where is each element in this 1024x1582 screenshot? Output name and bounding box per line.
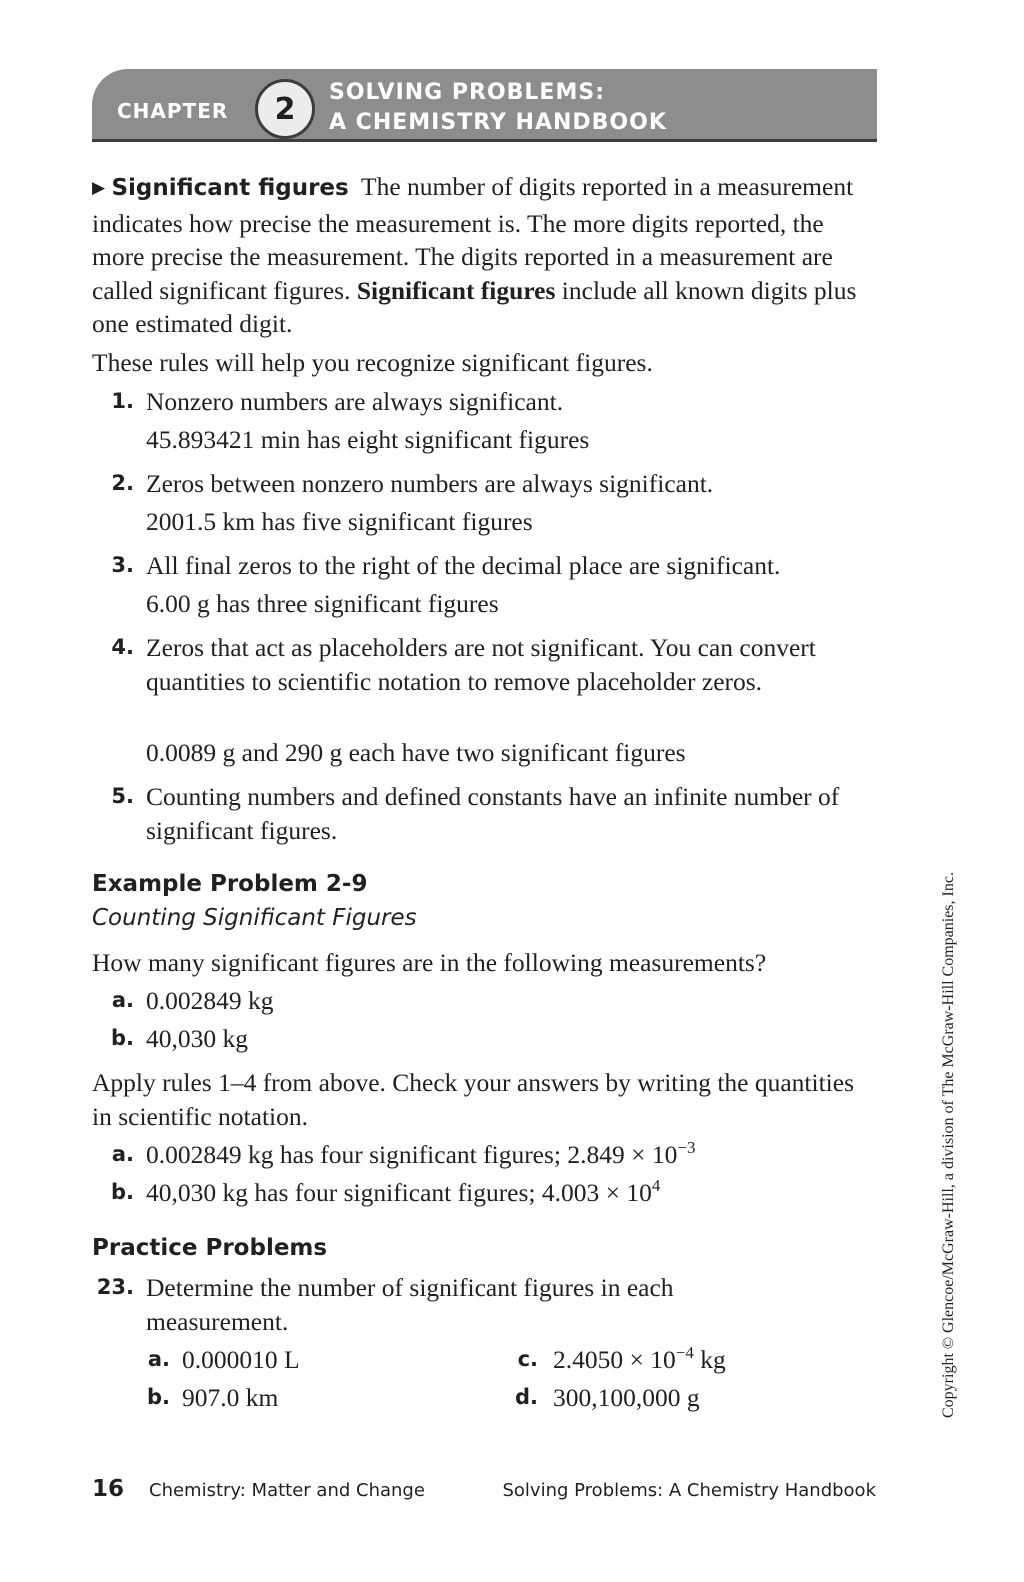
- chapter-title-line1: SOLVING PROBLEMS:: [329, 80, 605, 105]
- example-item: 0.002849 kg: [146, 986, 274, 1015]
- rule-text: All final zeros to the right of the decimal place are significant.: [146, 551, 781, 580]
- chapter-title-line2: A CHEMISTRY HANDBOOK: [329, 110, 667, 135]
- example-heading: Example Problem 2-9: [92, 871, 368, 897]
- rule-text: Nonzero numbers are always significant.: [146, 387, 564, 416]
- rule-example: 0.0089 g and 290 g each have two significant figures: [146, 738, 686, 767]
- rule-number: 3.: [111, 553, 134, 577]
- practice-prompt: Determine the number of significant figures in each measurement.: [146, 1273, 674, 1336]
- example-instruction: Apply rules 1–4 from above. Check your answers by writing the quantities in scientific notation.: [92, 1068, 855, 1131]
- rule-example: 45.893421 min has eight significant figures: [146, 425, 590, 454]
- rule-number: 4.: [111, 635, 134, 659]
- intro-text-1: The number of digits reported in a measurement indicates how precise the measurement is. The more digits reported, the more precise the measurement. The digits reported in a measurement are called significant figures.: [92, 172, 854, 305]
- footer-book-title: Chemistry: Matter and Change: [149, 1480, 425, 1501]
- rule-example: 6.00 g has three significant figures: [146, 589, 499, 618]
- chapter-label: CHAPTER: [117, 99, 229, 123]
- practice-item-main: 2.4050 × 10: [553, 1345, 676, 1374]
- rule-text: Counting numbers and defined constants have an infinite number of significant figures.: [146, 782, 840, 845]
- copyright-notice: Copyright © Glencoe/McGraw-Hill, a division of The McGraw-Hill Companies, Inc.: [940, 872, 957, 1418]
- practice-item: 300,100,000 g: [553, 1383, 700, 1412]
- example-question: How many significant figures are in the following measurements?: [92, 948, 767, 977]
- intro-term: Significant figures: [111, 175, 349, 201]
- rule-number: 1.: [111, 389, 134, 413]
- example-item-label: a.: [111, 988, 134, 1012]
- practice-item: 907.0 km: [182, 1383, 279, 1412]
- chapter-number-badge: [255, 79, 315, 139]
- practice-item: 0.000010 L: [182, 1345, 300, 1374]
- answer-text-main: 40,030 kg has four significant figures; 4.003 × 10: [146, 1178, 652, 1207]
- example-subheading: Counting Significant Figures: [92, 905, 417, 931]
- answer-text-main: 0.002849 kg has four significant figures; 2.849 × 10: [146, 1140, 678, 1169]
- intro-paragraph: [92, 170, 877, 341]
- answer-exponent: −3: [677, 1138, 696, 1157]
- example-item: 40,030 kg: [146, 1024, 248, 1053]
- chapter-title: [329, 78, 667, 138]
- practice-number: 23.: [96, 1275, 134, 1299]
- rules-intro: These rules will help you recognize significant figures.: [92, 348, 653, 377]
- rule-number: 5.: [111, 784, 134, 808]
- practice-item-label: c.: [517, 1347, 538, 1371]
- practice-item-label: b.: [146, 1385, 170, 1409]
- practice-item-unit: kg: [693, 1345, 726, 1374]
- chapter-number: 2: [274, 91, 296, 127]
- footer-section-title: Solving Problems: A Chemistry Handbook: [502, 1480, 876, 1501]
- practice-item-label: a.: [147, 1347, 170, 1371]
- answer-label: a.: [111, 1142, 134, 1166]
- rule-text: Zeros that act as placeholders are not significant. You can convert quantities to scientific notation to remove placeholder zeros.: [146, 633, 816, 696]
- answer-text: [146, 1138, 876, 1172]
- practice-item: [553, 1343, 873, 1377]
- practice-item-label: d.: [514, 1385, 538, 1409]
- practice-heading: Practice Problems: [92, 1235, 328, 1261]
- practice-item-exponent: −4: [675, 1343, 694, 1362]
- intro-text-2: include all known digits plus one estimated digit.: [92, 275, 857, 338]
- rule-text: Zeros between nonzero numbers are always significant.: [146, 469, 714, 498]
- answer-text: [146, 1176, 876, 1210]
- answer-label: b.: [110, 1180, 134, 1204]
- rule-number: 2.: [111, 471, 134, 495]
- page-number: 16: [92, 1476, 125, 1502]
- example-item-label: b.: [110, 1026, 134, 1050]
- rule-example: 2001.5 km has five significant figures: [146, 507, 533, 536]
- intro-bold-term: Significant figures: [356, 275, 556, 305]
- answer-exponent: 4: [651, 1176, 661, 1195]
- triangle-bullet-icon: ▶: [92, 178, 106, 197]
